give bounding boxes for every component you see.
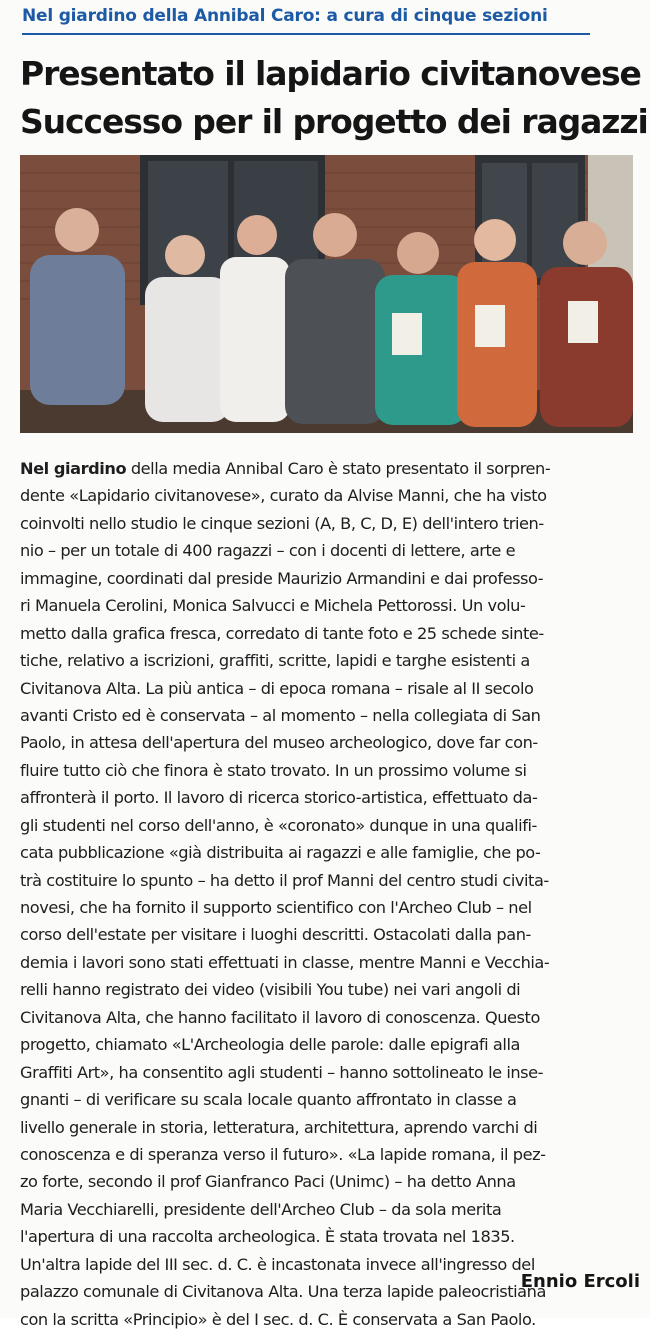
- headline-line-2: Successo per il progetto dei ragazzi: [20, 102, 648, 141]
- article-line-15: cata pubblicazione «già distribuita ai ragazzi e alle famiglie, che po-: [20, 843, 541, 863]
- article-line-3: coinvolti nello studio le cinque sezioni (A, B, C, D, E) dell'intero trien-: [20, 513, 544, 533]
- article-line-26: conoscenza e di speranza verso il futuro». «La lapide romana, il pez-: [20, 1144, 546, 1164]
- article-line-18: corso dell'estate per visitare i luoghi descritti. Ostacolati dalla pan-: [20, 925, 531, 945]
- article-line-7: metto dalla grafica fresca, corredato di tante foto e 25 schede sinte-: [20, 623, 544, 643]
- group-photo: [20, 155, 633, 433]
- article-line-24: gnanti – di verificare su scala locale quanto affrontato in classe a: [20, 1090, 517, 1110]
- article-line-5: immagine, coordinati dal preside Maurizio Armandini e dai professo-: [20, 568, 544, 588]
- article-line-23: Graffiti Art», ha consentito agli studenti – hanno sottolineato le inse-: [20, 1062, 544, 1082]
- article-line-4: nio – per un totale di 400 ragazzi – con i docenti di lettere, arte e: [20, 541, 516, 561]
- article-line-28: Maria Vecchiarelli, presidente dell'Archeo Club – da sola merita: [20, 1199, 502, 1219]
- article-line-30: Un'altra lapide del III sec. d. C. è incastonata invece all'ingresso del: [20, 1254, 535, 1274]
- article-line-32: con la scritta «Principio» è del I sec. d. C. È conservata a San Paolo.: [20, 1309, 536, 1329]
- article-line-1: Nel giardino della media Annibal Caro è stato presentato il sorpren-: [20, 459, 551, 478]
- lead-in: Nel giardino: [20, 459, 127, 478]
- kicker-underline: [22, 33, 590, 35]
- headline: [20, 50, 648, 146]
- article-line-19: demia i lavori sono stati effettuati in classe, mentre Manni e Vecchia-: [20, 952, 550, 972]
- article-line-12: fluire tutto ciò che finora è stato trovato. In un prossimo volume si: [20, 760, 527, 780]
- article-line-17: novesi, che ha fornito il supporto scientifico con l'Archeo Club – nel: [20, 898, 532, 917]
- article-line-8: tiche, relativo a iscrizioni, graffiti, scritte, lapidi e targhe esistenti a: [20, 651, 530, 671]
- article-line-31: palazzo comunale di Civitanova Alta. Una terza lapide paleocristiana: [20, 1282, 546, 1302]
- article-line-27: zo forte, secondo il prof Gianfranco Paci (Unimc) – ha detto Anna: [20, 1172, 516, 1192]
- article-line-11: Paolo, in attesa dell'apertura del museo archeologico, dove far con-: [20, 733, 538, 753]
- headline-line-1: Presentato il lapidario civitanovese: [20, 54, 641, 93]
- article-line-6: ri Manuela Cerolini, Monica Salvucci e Michela Pettorossi. Un volu-: [20, 596, 526, 616]
- article-line-10: avanti Cristo ed è conservata – al momento – nella collegiata di San: [20, 705, 541, 725]
- article-line-16: trà costituire lo spunto – ha detto il prof Manni del centro studi civita-: [20, 870, 549, 890]
- article-line-14: gli studenti nel corso dell'anno, è «coronato» dunque in una qualifi-: [20, 815, 537, 835]
- article-line-13: affronterà il porto. Il lavoro di ricerca storico-artistica, effettuato da-: [20, 788, 538, 808]
- article-line-21: Civitanova Alta, che hanno facilitato il lavoro di conoscenza. Questo: [20, 1007, 540, 1027]
- article-line-9: Civitanova Alta. La più antica – di epoca romana – risale al II secolo: [20, 678, 534, 698]
- article-line-20: relli hanno registrato dei video (visibili You tube) nei vari angoli di: [20, 980, 521, 1000]
- article-line-22: progetto, chiamato «L'Archeologia delle parole: dalle epigrafi alla: [20, 1035, 520, 1055]
- article-line-2: dente «Lapidario civitanovese», curato da Alvise Manni, che ha visto: [20, 486, 547, 506]
- byline: Ennio Ercoli: [520, 1271, 640, 1292]
- article-body: [20, 455, 642, 1333]
- article-line-25: livello generale in storia, letteratura, architettura, aprendo varchi di: [20, 1117, 538, 1137]
- group-photo-image: [20, 155, 633, 433]
- article-line-29: l'apertura di una raccolta archeologica. È stata trovata nel 1835.: [20, 1227, 515, 1247]
- kicker: Nel giardino della Annibal Caro: a cura di cinque sezioni: [22, 6, 548, 26]
